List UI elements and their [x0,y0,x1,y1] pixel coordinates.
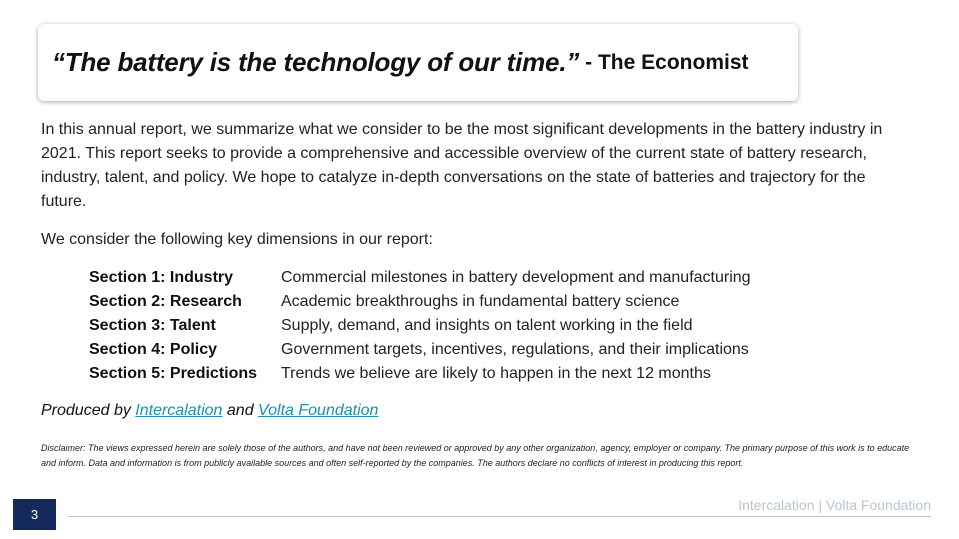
intro-paragraph: In this annual report, we summarize what we consider to be the most significant developments in the battery industry in 2021. This report seeks to provide a comprehensive and accessible overview of the current state of battery research, industry, talent, and policy. We hope to catalyze in-depth conversations on the state of batteries and trajectory for the future. [41,121,883,210]
section-row-research [89,290,751,314]
sections-list [89,266,751,386]
volta-foundation-link[interactable]: Volta Foundation [258,402,379,419]
produced-by-conjunction: and [222,402,259,419]
section-description: Trends we believe are likely to happen in the next 12 months [281,365,711,382]
section-name: Section 1: Industry [89,269,234,286]
footer-divider [68,516,931,517]
section-name: Section 2: Research [89,293,242,310]
section-description: Commercial milestones in battery development and manufacturing [281,269,751,286]
section-description: Academic breakthroughs in fundamental battery science [281,293,680,310]
section-row-policy [89,338,751,362]
section-row-talent [89,314,751,338]
section-name: Section 5: Predictions [89,365,258,382]
produced-by-line [41,402,378,420]
disclaimer-text: Disclaimer: The views expressed herein are solely those of the authors, and have not been reviewed or approved by any other organization, agency, employer or company. The primary purpose of this work is to educate and inform. Data and information is from publicly available sources and often self-reported by the companies. The authors declare no conflicts of interest in producing this report. [41,443,910,468]
dimensions-intro: We consider the following key dimensions in our report: [41,231,433,248]
section-name: Section 3: Talent [89,317,216,334]
section-row-industry [89,266,751,290]
intercalation-link[interactable]: Intercalation [135,402,223,419]
quote-box [38,24,798,101]
section-description: Government targets, incentives, regulations, and their implications [281,341,749,358]
quote-text: “The battery is the technology of our time.” [52,47,580,77]
section-name: Section 4: Policy [89,341,218,358]
section-description: Supply, demand, and insights on talent working in the field [281,317,693,334]
footer-brand: Intercalation | Volta Foundation [738,497,931,513]
quote-attribution: - The Economist [585,50,749,74]
produced-by-prefix: Produced by [41,402,136,419]
page-number-badge: 3 [13,499,56,530]
section-row-predictions [89,362,751,386]
